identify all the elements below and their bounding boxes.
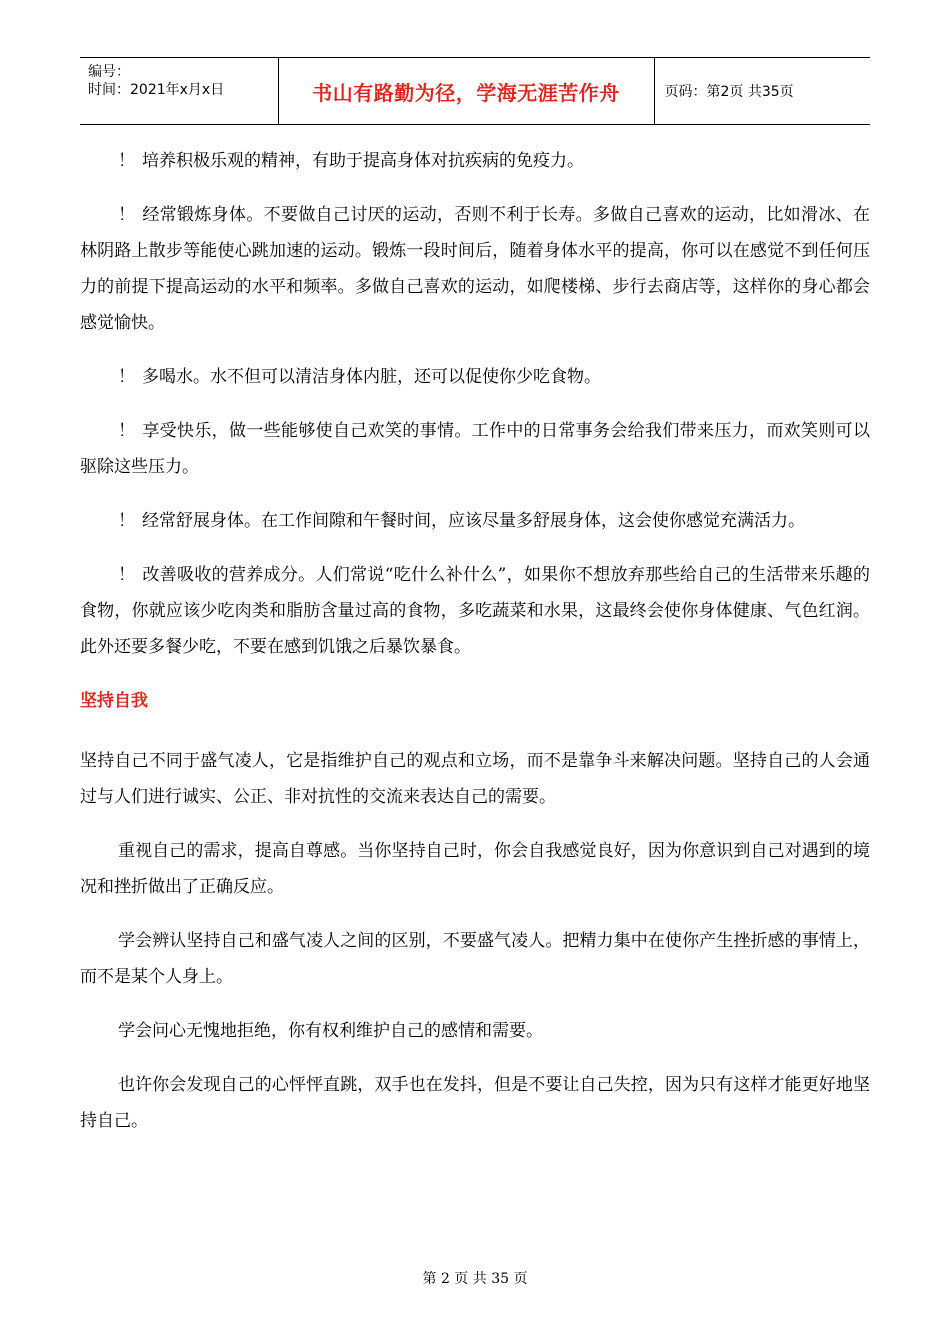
- bullet-text: 经常舒展身体。在工作间隙和午餐时间，应该尽量多舒展身体，这会使你感觉充满活力。: [142, 511, 805, 531]
- document-time-label: 时间：2021年x月x日: [88, 82, 225, 98]
- bullet-paragraph: [80, 557, 870, 665]
- bullet-mark: ！: [118, 511, 135, 531]
- bullet-text: 多喝水。水不但可以清洁身体内脏，还可以促使你少吃食物。: [142, 367, 601, 387]
- bullet-paragraph: [80, 503, 870, 539]
- section-paragraph: 也许你会发现自己的心怦怦直跳，双手也在发抖，但是不要让自己失控，因为只有这样才能更好地坚持自己。: [80, 1075, 870, 1131]
- bullet-text: 培养积极乐观的精神，有助于提高身体对抗疾病的免疫力。: [142, 151, 584, 171]
- bullet-paragraph: [80, 413, 870, 485]
- header-left-cell: [80, 58, 278, 125]
- bullet-paragraph: [80, 359, 870, 395]
- bullet-text: 经常锻炼身体。不要做自己讨厌的运动，否则不利于长寿。多做自己喜欢的运动，比如滑冰、在林阴路上散步等能使心跳加速的运动。锻炼一段时间后，随着身体水平的提高，你可以在感觉不到任何压力的前提下提高运动的水平和频率。多做自己喜欢的运动，如爬楼梯、步行去商店等，这样你的身心都会感觉愉快。: [80, 205, 870, 333]
- document-number-label: 编号：: [88, 64, 130, 80]
- page-footer: 第 2 页 共 35 页: [422, 1271, 528, 1287]
- bullet-paragraph: [80, 197, 870, 341]
- page-header: [80, 57, 870, 125]
- header-motto: 书山有路勤为径，学海无涯苦作舟: [278, 58, 654, 125]
- bullet-mark: ！: [118, 367, 135, 387]
- bullet-mark: ！: [118, 151, 135, 171]
- bullet-mark: ！: [118, 205, 135, 225]
- section-intro-paragraph: 坚持自己不同于盛气凌人，它是指维护自己的观点和立场，而不是靠争斗来解决问题。坚持自己的人会通过与人们进行诚实、公正、非对抗性的交流来表达自己的需要。: [80, 751, 870, 807]
- bullet-mark: ！: [118, 565, 135, 585]
- header-page-label: 页码：第2页 共35页: [654, 58, 870, 125]
- section-paragraph: 学会辨认坚持自己和盛气凌人之间的区别，不要盛气凌人。把精力集中在使你产生挫折感的事情上，而不是某个人身上。: [80, 931, 870, 987]
- section-paragraph: 学会问心无愧地拒绝，你有权利维护自己的感情和需要。: [118, 1021, 543, 1041]
- bullet-text: 改善吸收的营养成分。人们常说“吃什么补什么”，如果你不想放弃那些给自己的生活带来乐趣的食物，你就应该少吃肉类和脂肪含量过高的食物，多吃蔬菜和水果，这最终会使你身体健康、气色红润。此外还要多餐少吃，不要在感到饥饿之后暴饮暴食。: [80, 565, 870, 657]
- bullet-mark: ！: [118, 421, 135, 441]
- bullet-paragraph: [80, 143, 870, 179]
- bullet-text: 享受快乐，做一些能够使自己欢笑的事情。工作中的日常事务会给我们带来压力，而欢笑则可以驱除这些压力。: [80, 421, 870, 477]
- section-heading: 坚持自我: [80, 691, 148, 711]
- document-body: [80, 143, 870, 1157]
- section-paragraph: 重视自己的需求，提高自尊感。当你坚持自己时，你会自我感觉良好，因为你意识到自己对遇到的境况和挫折做出了正确反应。: [80, 841, 870, 897]
